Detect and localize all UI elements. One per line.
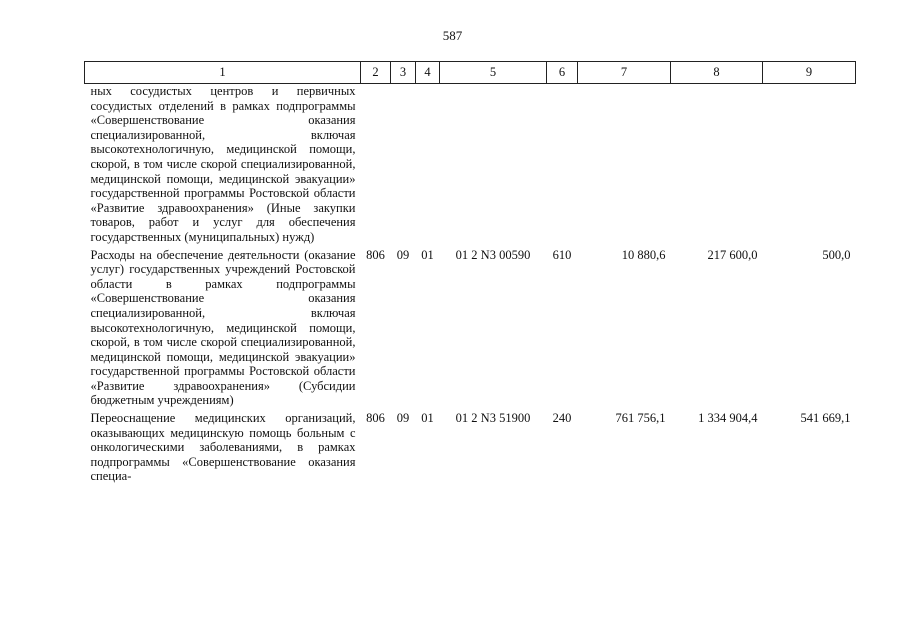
column-header-1: 1 bbox=[85, 62, 361, 84]
table-header bbox=[85, 62, 856, 84]
column-header-7: 7 bbox=[578, 62, 671, 84]
ministry-code bbox=[361, 84, 391, 245]
column-header-5: 5 bbox=[440, 62, 547, 84]
page-number: 587 bbox=[442, 28, 463, 43]
table-row bbox=[85, 245, 856, 409]
ministry-code: 806 bbox=[366, 411, 385, 426]
amount-col-7: 761 756,1 bbox=[615, 411, 666, 426]
table-row bbox=[85, 408, 856, 484]
table-row bbox=[85, 84, 856, 245]
section-code: 09 bbox=[396, 411, 410, 426]
column-header-2: 2 bbox=[361, 62, 391, 84]
amount-col-7: 10 880,6 bbox=[621, 247, 666, 262]
subsection-code bbox=[416, 84, 440, 245]
expense-type-code: 610 bbox=[552, 247, 572, 262]
target-article-code: 01 2 N3 51900 bbox=[455, 411, 531, 426]
row-description: ных сосудистых центров и первичных сосудистых отделений в рамках подпрограммы «Совершенствование оказания специализированной, включая высокотехнологичную, медицинской помощи, скорой, в том числе скорой специализированной, медицинской помощи, медицинской эвакуации» государственной программы Ростовской области «Развитие здравоохранения» (Иные закупки товаров, работ и услуг для обеспечения государственных (муниципальных) нужд) bbox=[90, 84, 356, 244]
section-code bbox=[391, 84, 416, 245]
row-description: Переоснащение медицинских организаций, оказывающих медицинскую помощь больным с онкологическими заболеваниями, в рамках подпрограммы «Совершенствование оказания специа- bbox=[90, 411, 356, 484]
column-header-6: 6 bbox=[547, 62, 578, 84]
expense-type-code: 240 bbox=[552, 411, 572, 426]
row-description: Расходы на обеспечение деятельности (оказание услуг) государственных учреждений Ростовской области в рамках подпрограммы «Совершенствование оказания специализированной, включая высокотехнологичную, медицинской помощи, скорой, в том числе скорой специализированной, медицинской помощи, медицинской эвакуации» государственной программы Ростовской области «Развитие здравоохранения» (Субсидии бюджетным учреждениям) bbox=[90, 247, 356, 408]
section-code: 09 bbox=[396, 247, 410, 262]
column-header-9: 9 bbox=[763, 62, 856, 84]
amount-col-8: 217 600,0 bbox=[707, 247, 758, 262]
budget-table bbox=[84, 61, 856, 484]
subsection-code: 01 bbox=[421, 411, 434, 426]
header-row bbox=[85, 62, 856, 84]
amount-col-8: 1 334 904,4 bbox=[698, 411, 758, 426]
column-header-8: 8 bbox=[671, 62, 763, 84]
amount-col-9: 541 669,1 bbox=[800, 411, 851, 426]
target-article-code: 01 2 N3 00590 bbox=[455, 247, 531, 262]
subsection-code: 01 bbox=[421, 247, 434, 262]
column-header-4: 4 bbox=[416, 62, 440, 84]
target-article-code bbox=[440, 84, 547, 245]
amount-col-9: 500,0 bbox=[822, 247, 851, 262]
ministry-code: 806 bbox=[366, 247, 385, 262]
column-header-3: 3 bbox=[391, 62, 416, 84]
table-body bbox=[85, 84, 856, 485]
amount-col-9 bbox=[763, 84, 856, 245]
amount-col-7 bbox=[578, 84, 671, 245]
expense-type-code bbox=[547, 84, 578, 245]
amount-col-8 bbox=[671, 84, 763, 245]
